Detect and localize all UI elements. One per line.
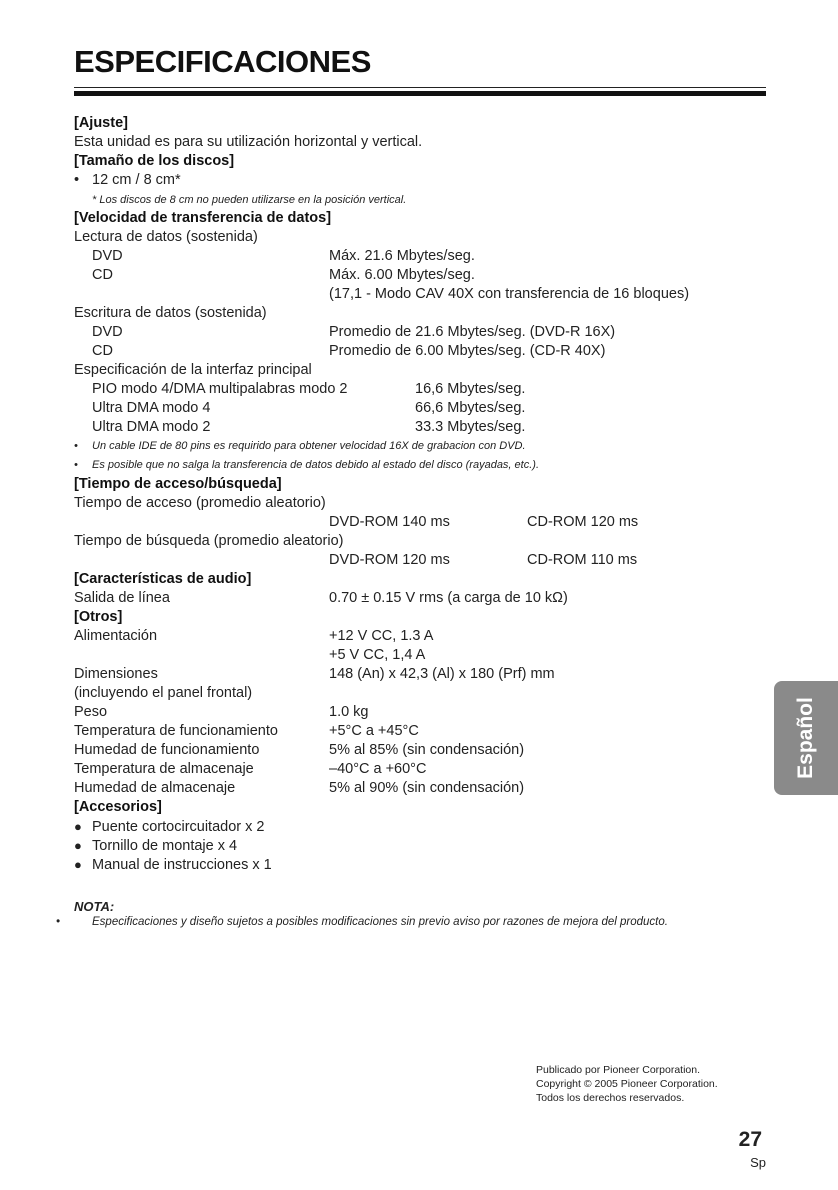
audio-value: 0.70 ± 0.15 V rms (a carga de 10 kΩ) [329,590,568,606]
tamano-item-text: 12 cm / 8 cm* [92,172,181,188]
temp-func-row [74,722,774,741]
bullet-dot: ● [74,838,82,853]
hum-alm-row [74,779,774,798]
alimentacion-value-2: +5 V CC, 1,4 A [329,647,426,663]
escritura-cd-value: Promedio de 6.00 Mbytes/seg. (CD-R 40X) [329,343,606,359]
accesorio-item [74,855,774,874]
escritura-dvd-row [74,323,774,342]
page-language-code: Sp [750,1155,766,1170]
peso-label: Peso [74,704,108,720]
busqueda-label: Tiempo de búsqueda (promedio aleatorio) [74,533,344,549]
lectura-cd-note-row [74,285,774,304]
dimensiones-value: 148 (An) x 42,3 (Al) x 180 (Prf) mm [329,666,555,682]
alimentacion-label: Alimentación [74,628,158,644]
bullet-dot: ● [74,819,82,834]
section-audio-header: [Características de audio] [74,571,252,587]
page-title: ESPECIFICACIONES [74,44,371,79]
audio-label: Salida de línea [74,590,170,606]
acceso-cd-value: CD-ROM 120 ms [527,514,639,530]
section-otros-header: [Otros] [74,609,123,625]
tamano-item [74,171,774,190]
accesorio-text: Manual de instrucciones x 1 [92,857,272,873]
lectura-dvd-row [74,247,774,266]
ajuste-text: Esta unidad es para su utilización horizontal y vertical. [74,134,423,150]
interfaz-row [74,380,774,399]
alimentacion-value-1: +12 V CC, 1.3 A [329,628,434,644]
lectura-dvd-label: DVD [92,248,123,264]
busqueda-cd-value: CD-ROM 110 ms [527,552,638,568]
temp-alm-row [74,760,774,779]
dimensiones-row [74,665,774,684]
acceso-label: Tiempo de acceso (promedio aleatorio) [74,495,326,511]
peso-row [74,703,774,722]
velocidad-note-text: Es posible que no salga la transferencia de datos debido al estado del disco (rayadas, etc.). [92,459,539,471]
section-accesorios-header: [Accesorios] [74,799,162,815]
nota-text-row [56,915,772,930]
language-side-tab-label: Español [794,697,817,779]
bullet: • [74,172,80,188]
page-number: 27 [738,1128,762,1151]
section-tamano-header: [Tamaño de los discos] [74,153,235,169]
temp-alm-label: Temperatura de almacenaje [74,761,254,777]
hum-func-row [74,741,774,760]
interfaz-item-value: 66,6 Mbytes/seg. [415,400,526,416]
velocidad-note [74,437,774,456]
temp-alm-value: –40°C a +60°C [329,761,427,777]
alimentacion-row [74,627,774,646]
hum-func-value: 5% al 85% (sin condensación) [329,742,525,758]
nota-title: NOTA: [74,899,115,914]
busqueda-values-row [74,551,774,570]
interfaz-label: Especificación de la interfaz principal [74,362,312,378]
acceso-values-row [74,513,774,532]
hum-alm-value: 5% al 90% (sin condensación) [329,780,525,796]
section-velocidad-header: [Velocidad de transferencia de datos] [74,210,332,226]
interfaz-item-label: PIO modo 4/DMA multipalabras modo 2 [92,381,348,397]
acceso-dvd-value: DVD-ROM 140 ms [329,514,450,530]
hum-alm-label: Humedad de almacenaje [74,780,236,796]
escritura-dvd-value: Promedio de 21.6 Mbytes/seg. (DVD-R 16X) [329,324,616,340]
interfaz-item-value: 16,6 Mbytes/seg. [415,381,526,397]
rights-line: Todos los derechos reservados. [536,1092,685,1104]
interfaz-item-value: 33.3 Mbytes/seg. [415,419,526,435]
interfaz-row [74,418,774,437]
specifications-body [74,114,774,874]
accesorio-item [74,817,774,836]
title-rule-thin [74,87,766,88]
audio-row [74,589,774,608]
alimentacion-row-2 [74,646,774,665]
velocidad-note [74,456,774,475]
escritura-dvd-label: DVD [92,324,123,340]
publisher-line: Publicado por Pioneer Corporation. [536,1064,701,1076]
bullet: • [74,459,78,471]
escritura-cd-label: CD [92,343,113,359]
peso-value: 1.0 kg [329,704,369,720]
bullet: • [56,916,61,928]
dimensiones-label: Dimensiones [74,666,158,682]
temp-func-value: +5°C a +45°C [329,723,419,739]
section-tiempo-header: [Tiempo de acceso/búsqueda] [74,476,282,492]
lectura-cd-value: Máx. 6.00 Mbytes/seg. [329,267,475,283]
publisher-info [536,1063,718,1105]
velocidad-note-text: Un cable IDE de 80 pins es requirido para obtener velocidad 16X de grabacion con DVD. [92,440,526,452]
dimensiones-note: (incluyendo el panel frontal) [74,685,253,701]
tamano-footnote: * Los discos de 8 cm no pueden utilizarse en la posición vertical. [92,194,407,206]
bullet: • [74,440,78,452]
copyright-line: Copyright © 2005 Pioneer Corporation. [536,1078,718,1090]
interfaz-row [74,399,774,418]
escritura-cd-row [74,342,774,361]
busqueda-dvd-value: DVD-ROM 120 ms [329,552,450,568]
accesorio-text: Puente cortocircuitador x 2 [92,819,265,835]
language-side-tab [774,681,838,795]
hum-func-label: Humedad de funcionamiento [74,742,260,758]
temp-func-label: Temperatura de funcionamiento [74,723,278,739]
lectura-label: Lectura de datos (sostenida) [74,229,258,245]
interfaz-item-label: Ultra DMA modo 4 [92,400,211,416]
section-ajuste-header: [Ajuste] [74,115,128,131]
accesorio-item [74,836,774,855]
nota-text: Especificaciones y diseño sujetos a posibles modificaciones sin previo aviso por razones de mejora del producto. [92,916,668,928]
lectura-cd-row [74,266,774,285]
bullet-dot: ● [74,857,82,872]
escritura-label: Escritura de datos (sostenida) [74,305,267,321]
accesorio-text: Tornillo de montaje x 4 [92,838,238,854]
nota-block [56,899,774,930]
interfaz-item-label: Ultra DMA modo 2 [92,419,211,435]
title-rule-thick [74,91,766,96]
lectura-cd-note: (17,1 - Modo CAV 40X con transferencia de 16 bloques) [329,286,690,302]
lectura-cd-label: CD [92,267,113,283]
lectura-dvd-value: Máx. 21.6 Mbytes/seg. [329,248,475,264]
